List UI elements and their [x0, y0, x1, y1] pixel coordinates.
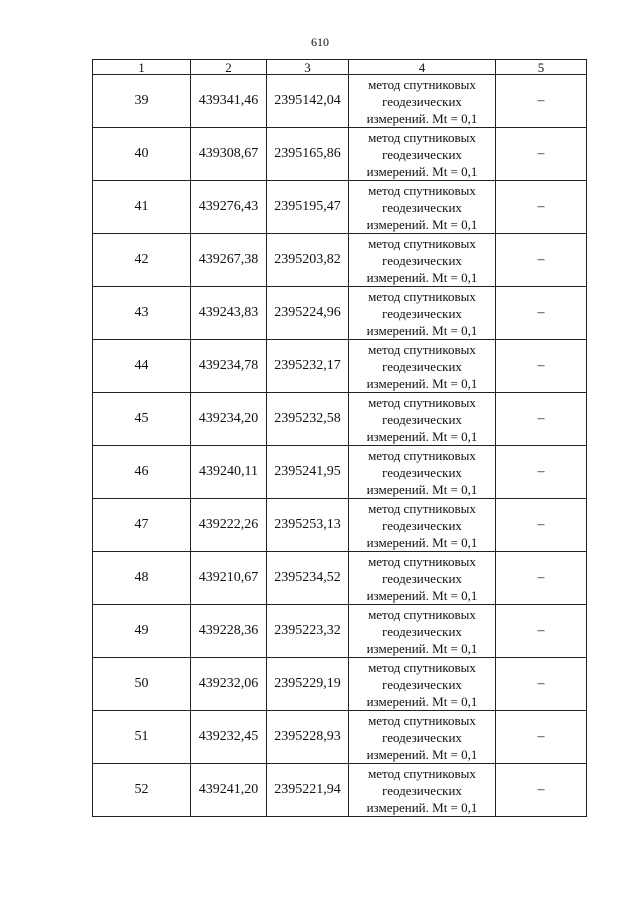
- y-coordinate-cell: 2395234,52: [267, 552, 349, 605]
- table-row: [93, 552, 587, 605]
- table-row: [93, 446, 587, 499]
- y-coordinate-cell: 2395232,17: [267, 340, 349, 393]
- x-coordinate-cell: 439234,78: [191, 340, 267, 393]
- point-number-cell: 49: [93, 605, 191, 658]
- note-cell: –: [496, 181, 587, 234]
- method-cell: метод спутниковых геодезических измерений. Mt = 0,1: [349, 764, 496, 817]
- note-cell: –: [496, 764, 587, 817]
- method-cell: метод спутниковых геодезических измерений. Mt = 0,1: [349, 181, 496, 234]
- column-header: 4: [349, 60, 496, 75]
- note-cell: –: [496, 234, 587, 287]
- x-coordinate-cell: 439308,67: [191, 128, 267, 181]
- point-number-cell: 44: [93, 340, 191, 393]
- method-cell: метод спутниковых геодезических измерений. Mt = 0,1: [349, 658, 496, 711]
- table-body: [93, 75, 587, 817]
- y-coordinate-cell: 2395203,82: [267, 234, 349, 287]
- table-row: [93, 764, 587, 817]
- point-number-cell: 48: [93, 552, 191, 605]
- point-number-cell: 42: [93, 234, 191, 287]
- x-coordinate-cell: 439240,11: [191, 446, 267, 499]
- point-number-cell: 40: [93, 128, 191, 181]
- y-coordinate-cell: 2395229,19: [267, 658, 349, 711]
- note-cell: –: [496, 552, 587, 605]
- note-cell: –: [496, 658, 587, 711]
- note-cell: –: [496, 446, 587, 499]
- point-number-cell: 39: [93, 75, 191, 128]
- coordinates-table: [92, 59, 587, 817]
- y-coordinate-cell: 2395223,32: [267, 605, 349, 658]
- note-cell: –: [496, 605, 587, 658]
- table-row: [93, 605, 587, 658]
- point-number-cell: 46: [93, 446, 191, 499]
- x-coordinate-cell: 439243,83: [191, 287, 267, 340]
- table-row: [93, 128, 587, 181]
- point-number-cell: 50: [93, 658, 191, 711]
- x-coordinate-cell: 439276,43: [191, 181, 267, 234]
- y-coordinate-cell: 2395142,04: [267, 75, 349, 128]
- y-coordinate-cell: 2395165,86: [267, 128, 349, 181]
- point-number-cell: 41: [93, 181, 191, 234]
- method-cell: метод спутниковых геодезических измерений. Mt = 0,1: [349, 446, 496, 499]
- x-coordinate-cell: 439241,20: [191, 764, 267, 817]
- note-cell: –: [496, 499, 587, 552]
- point-number-cell: 52: [93, 764, 191, 817]
- note-cell: –: [496, 711, 587, 764]
- method-cell: метод спутниковых геодезических измерений. Mt = 0,1: [349, 605, 496, 658]
- header-row: [93, 60, 587, 75]
- note-cell: –: [496, 128, 587, 181]
- method-cell: метод спутниковых геодезических измерений. Mt = 0,1: [349, 287, 496, 340]
- point-number-cell: 45: [93, 393, 191, 446]
- table-row: [93, 658, 587, 711]
- point-number-cell: 51: [93, 711, 191, 764]
- method-cell: метод спутниковых геодезических измерений. Mt = 0,1: [349, 393, 496, 446]
- y-coordinate-cell: 2395228,93: [267, 711, 349, 764]
- x-coordinate-cell: 439341,46: [191, 75, 267, 128]
- point-number-cell: 47: [93, 499, 191, 552]
- column-header: 2: [191, 60, 267, 75]
- y-coordinate-cell: 2395195,47: [267, 181, 349, 234]
- x-coordinate-cell: 439234,20: [191, 393, 267, 446]
- note-cell: –: [496, 287, 587, 340]
- x-coordinate-cell: 439232,45: [191, 711, 267, 764]
- method-cell: метод спутниковых геодезических измерений. Mt = 0,1: [349, 128, 496, 181]
- y-coordinate-cell: 2395241,95: [267, 446, 349, 499]
- page-number: 610: [311, 35, 329, 49]
- table-row: [93, 234, 587, 287]
- method-cell: метод спутниковых геодезических измерений. Mt = 0,1: [349, 711, 496, 764]
- point-number-cell: 43: [93, 287, 191, 340]
- y-coordinate-cell: 2395253,13: [267, 499, 349, 552]
- table-row: [93, 393, 587, 446]
- method-cell: метод спутниковых геодезических измерений. Mt = 0,1: [349, 75, 496, 128]
- x-coordinate-cell: 439228,36: [191, 605, 267, 658]
- method-cell: метод спутниковых геодезических измерений. Mt = 0,1: [349, 499, 496, 552]
- y-coordinate-cell: 2395221,94: [267, 764, 349, 817]
- x-coordinate-cell: 439267,38: [191, 234, 267, 287]
- x-coordinate-cell: 439232,06: [191, 658, 267, 711]
- y-coordinate-cell: 2395224,96: [267, 287, 349, 340]
- note-cell: –: [496, 393, 587, 446]
- method-cell: метод спутниковых геодезических измерений. Mt = 0,1: [349, 552, 496, 605]
- x-coordinate-cell: 439210,67: [191, 552, 267, 605]
- table-row: [93, 181, 587, 234]
- note-cell: –: [496, 75, 587, 128]
- table-row: [93, 75, 587, 128]
- table-row: [93, 340, 587, 393]
- table-row: [93, 499, 587, 552]
- method-cell: метод спутниковых геодезических измерений. Mt = 0,1: [349, 340, 496, 393]
- column-header: 3: [267, 60, 349, 75]
- column-header: 5: [496, 60, 587, 75]
- table-row: [93, 287, 587, 340]
- note-cell: –: [496, 340, 587, 393]
- x-coordinate-cell: 439222,26: [191, 499, 267, 552]
- table-row: [93, 711, 587, 764]
- y-coordinate-cell: 2395232,58: [267, 393, 349, 446]
- column-header: 1: [93, 60, 191, 75]
- method-cell: метод спутниковых геодезических измерений. Mt = 0,1: [349, 234, 496, 287]
